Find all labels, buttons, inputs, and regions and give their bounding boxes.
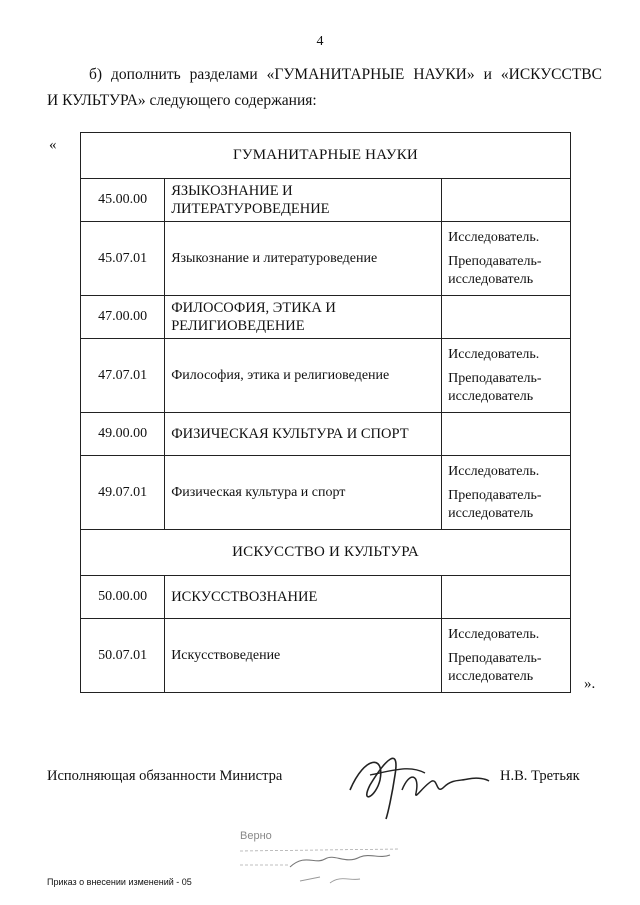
name-cell: Физическая культура и спорт — [165, 456, 442, 530]
code-cell: 47.07.01 — [81, 339, 165, 413]
name-cell: Философия, этика и религиоведение — [165, 339, 442, 413]
footer-note: Приказ о внесении изменений - 05 — [47, 877, 192, 887]
name-cell: Языкознание и литературоведение — [165, 222, 442, 296]
code-cell: 45.00.00 — [81, 179, 165, 222]
code-cell: 50.07.01 — [81, 619, 165, 693]
section-title: ИСКУССТВО И КУЛЬТУРА — [81, 530, 571, 576]
group-row — [81, 576, 571, 619]
qualification-teacher-researcher: Преподаватель-исследователь — [448, 650, 542, 684]
table-body — [81, 133, 571, 693]
code-cell: 50.00.00 — [81, 576, 165, 619]
qualification-teacher-researcher: Преподаватель-исследователь — [448, 487, 542, 521]
name-cell: ФИЗИЧЕСКАЯ КУЛЬТУРА И СПОРТ — [165, 413, 442, 456]
opening-quote: « — [49, 137, 57, 153]
qualification-cell — [442, 296, 571, 339]
section-title: ГУМАНИТАРНЫЕ НАУКИ — [81, 133, 571, 179]
code-cell: 49.07.01 — [81, 456, 165, 530]
page-number: 4 — [316, 34, 324, 49]
intro-line-2: И КУЛЬТУРА» следующего содержания: — [47, 92, 317, 109]
signer-title: Исполняющая обязанности Министра — [47, 768, 283, 784]
qualification-cell — [442, 413, 571, 456]
name-cell: ИСКУССТВОЗНАНИЕ — [165, 576, 442, 619]
intro-line-1: б) дополнить разделами «ГУМАНИТАРНЫЕ НАУКИ» и «ИСКУССТВС — [89, 66, 602, 83]
qualification-teacher-researcher: Преподаватель-исследователь — [448, 253, 542, 287]
code-cell: 49.00.00 — [81, 413, 165, 456]
specialties-table — [80, 132, 571, 693]
name-cell: ФИЛОСОФИЯ, ЭТИКА И РЕЛИГИОВЕДЕНИЕ — [165, 296, 442, 339]
name-cell: ЯЗЫКОЗНАНИЕ И ЛИТЕРАТУРОВЕДЕНИЕ — [165, 179, 442, 222]
qualification-researcher: Исследователь. — [448, 346, 540, 362]
group-row — [81, 296, 571, 339]
qualification-cell — [442, 619, 571, 693]
group-row — [81, 179, 571, 222]
stamp-label: Верно — [240, 830, 272, 842]
qualification-researcher: Исследователь. — [448, 626, 540, 642]
intro-paragraph — [47, 62, 602, 114]
qualification-teacher-researcher: Преподаватель-исследователь — [448, 370, 542, 404]
section-header-row — [81, 133, 571, 179]
qualification-researcher: Исследователь. — [448, 463, 540, 479]
specialty-row — [81, 619, 571, 693]
qualification-cell — [442, 339, 571, 413]
closing-quote: ». — [584, 676, 596, 692]
code-cell: 47.00.00 — [81, 296, 165, 339]
specialty-row — [81, 456, 571, 530]
section-header-row — [81, 530, 571, 576]
qualification-researcher: Исследователь. — [448, 229, 540, 245]
qualification-cell — [442, 576, 571, 619]
name-cell: Искусствоведение — [165, 619, 442, 693]
qualification-cell — [442, 222, 571, 296]
qualification-cell — [442, 179, 571, 222]
handwritten-signature — [340, 735, 490, 825]
specialty-row — [81, 222, 571, 296]
certification-stamp — [230, 825, 420, 895]
code-cell: 45.07.01 — [81, 222, 165, 296]
qualification-cell — [442, 456, 571, 530]
group-row — [81, 413, 571, 456]
signer-name: Н.В. Третьяк — [500, 768, 580, 784]
specialty-row — [81, 339, 571, 413]
